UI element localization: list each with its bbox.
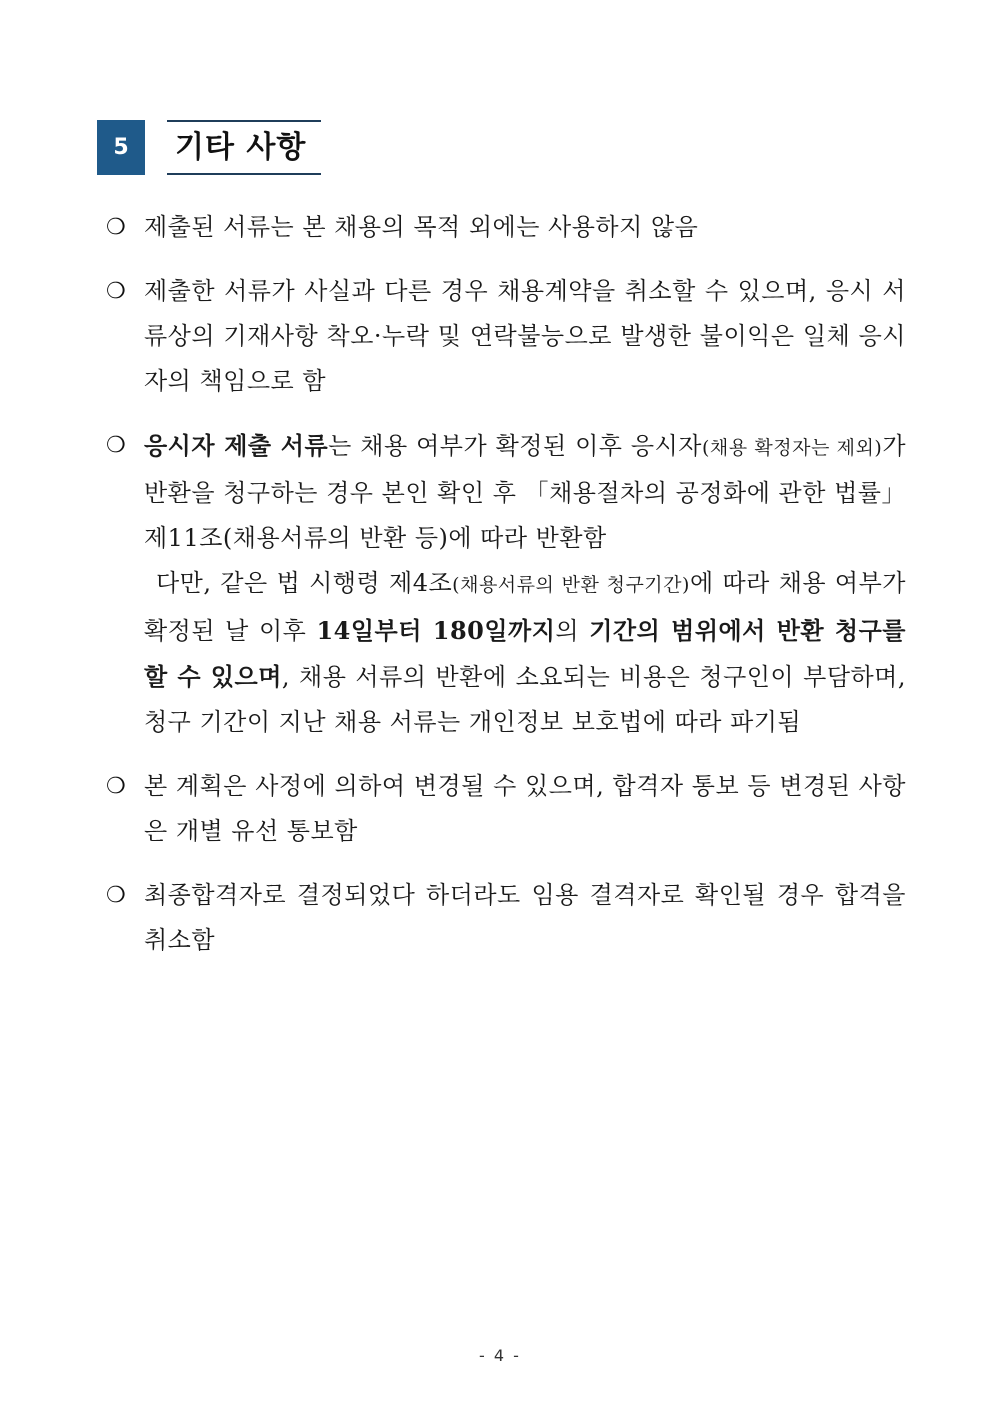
item-note: (채용 확정자는 제외) <box>701 437 883 459</box>
item-text: 는 채용 여부가 확정된 이후 응시자 <box>328 432 702 460</box>
list-item <box>106 873 906 963</box>
list-item <box>106 764 906 854</box>
item-text: 제출된 서류는 본 채용의 목적 외에는 사용하지 않음 <box>144 213 699 241</box>
section-number-badge: 5 <box>97 120 145 175</box>
sub-text: , 채용 서류의 반환에 소요되는 비용은 청구인이 부담하며, 청구 기간이 지난 채용 서류는 개인정보 보호법에 따라 파기됨 <box>144 663 906 736</box>
circle-bullet-icon: ❍ <box>106 774 127 799</box>
section-header <box>97 120 321 175</box>
circle-bullet-icon: ❍ <box>106 215 127 240</box>
circle-bullet-icon: ❍ <box>106 883 127 908</box>
notice-list <box>106 205 906 982</box>
sub-note: (채용서류의 반환 청구기간) <box>452 574 690 596</box>
sub-bold-claim: 기간의 범위에서 반환 청구를 할 수 있으며 <box>144 616 906 691</box>
list-item <box>106 269 906 404</box>
list-item <box>106 423 906 745</box>
item-sub-paragraph <box>144 561 906 745</box>
sub-bold-period: 14일부터 180일까지 <box>316 616 556 645</box>
list-item <box>106 205 906 250</box>
sub-text: 다만, 같은 법 시행령 제4조 <box>156 569 453 597</box>
sub-text: 의 <box>555 617 590 645</box>
item-text: 제출한 서류가 사실과 다른 경우 채용계약을 취소할 수 있으며, 응시 서류상의 기재사항 착오·누락 및 연락불능으로 발생한 불이익은 일체 응시자의 책임으로 함 <box>144 277 906 395</box>
circle-bullet-icon: ❍ <box>106 433 127 458</box>
sub-text: 에 따라 채용 여부가 확정된 날 이후 <box>144 569 906 645</box>
section-title: 기타 사항 <box>167 120 321 175</box>
item-text: 가 반환을 청구하는 경우 본인 확인 후 「채용절차의 공정화에 관한 법률」 제11조(채용서류의 반환 등)에 따라 반환함 <box>144 432 906 552</box>
item-bold-lead: 응시자 제출 서류 <box>144 431 329 460</box>
page-number: - 4 - <box>479 1346 521 1365</box>
item-text: 최종합격자로 결정되었다 하더라도 임용 결격자로 확인될 경우 합격을 취소함 <box>144 881 906 954</box>
item-text: 본 계획은 사정에 의하여 변경될 수 있으며, 합격자 통보 등 변경된 사항은 개별 유선 통보함 <box>144 772 906 845</box>
circle-bullet-icon: ❍ <box>106 279 127 304</box>
